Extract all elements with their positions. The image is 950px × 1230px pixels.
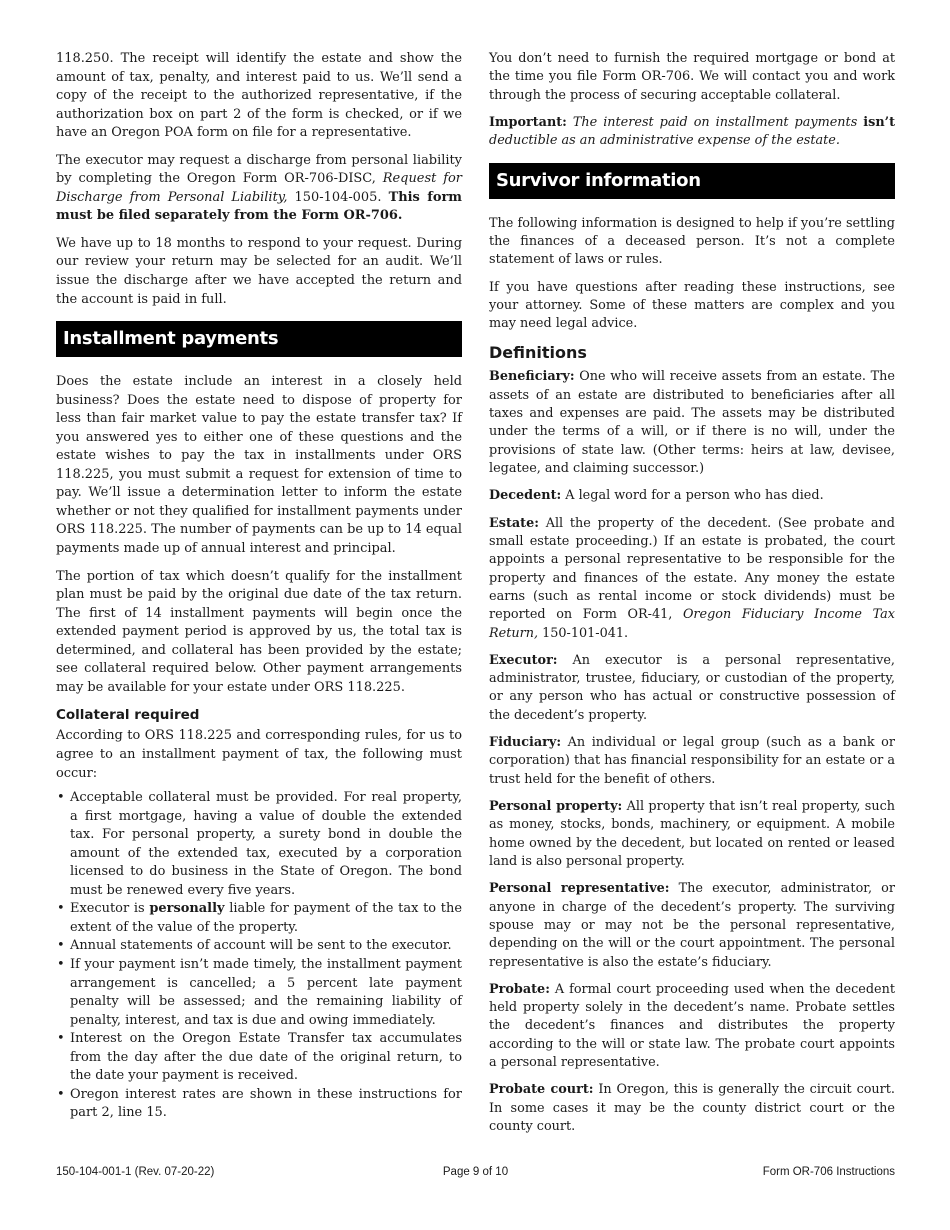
- collateral-contact-paragraph: You don’t need to furnish the required mortgage or bond at the time you file Form OR-706. We will contact you and work through the process of securing acceptable collateral.: [489, 51, 895, 103]
- collateral-intro: According to ORS 118.225 and corresponding rules, for us to agree to an installment payment of tax, the following must occur:: [56, 728, 462, 781]
- definition-beneficiary: [489, 368, 895, 478]
- discharge-paragraph: [56, 152, 462, 226]
- left-column: [56, 50, 462, 1123]
- definition-term: Probate:: [489, 981, 550, 997]
- definition-fiduciary: [489, 734, 895, 789]
- definition-term: Estate:: [489, 515, 539, 531]
- definition-text: One who will receive assets from an estate. The assets of an estate are distributed to beneficiaries after all taxes and expenses are paid. The assets may be distributed under the terms of a will, or if there is no will, under the provisions of state law. (Other terms: heirs at law, devisee, legatee, and claiming successor.): [489, 369, 895, 476]
- list-item: • Oregon interest rates are shown in these instructions for part 2, line 15.: [56, 1086, 462, 1123]
- definition-term: Probate court:: [489, 1082, 594, 1098]
- installment-paragraph-2: The portion of tax which doesn’t qualify for the installment plan must be paid by the original due date of the tax return. The first of 14 installment payments will begin once the extended payment period is approved by us, the total tax is determined, and collateral has been provided by the estate; see collateral required below. Other payment arrangements may be available for your estate under ORS 118.225.: [56, 568, 462, 695]
- important-note: [489, 114, 895, 151]
- discharge-text: The executor may request a discharge from personal liability by completing the Oregon Form OR-706-DISC,: [56, 152, 462, 187]
- definition-term: Fiduciary:: [489, 735, 562, 751]
- important-emphasis: isn’t: [863, 114, 895, 130]
- definition-text: An executor is a personal representative, administrator, trustee, fiduciary, or custodian of the property, or any person who has actual or constructive possession of the decedent’s property.: [489, 652, 895, 723]
- definition-decedent: [489, 487, 895, 505]
- important-text: The interest paid on installment payments: [566, 114, 864, 130]
- definition-personal-property: [489, 798, 895, 871]
- definition-text: All the property of the decedent. (See probate and small estate proceeding.) If an estate is probated, the court appoints a personal representative to be responsible for the property and finances of the estate. Any money the estate earns (such as rental income or stock dividends) must be reported on Form OR-41,: [489, 515, 895, 623]
- collateral-required-heading: Collateral required: [56, 707, 200, 724]
- survivor-information-heading: Survivor information: [489, 163, 895, 199]
- list-item: • If your payment isn’t made timely, the installment payment arrangement is cancelled; a 5 percent late payment penalty will be assessed; and the remaining liability of penalty, interest, and tax is due and owing immediately.: [56, 956, 462, 1030]
- definition-text: 150-101-041.: [538, 625, 629, 641]
- discharge-form-title: Request for Discharge from Personal Liability,: [56, 171, 462, 205]
- definition-executor: [489, 652, 895, 725]
- list-item-text: liable for payment of the tax to the extent of the value of the property.: [70, 901, 462, 935]
- list-item: • Acceptable collateral must be provided. For real property, a first mortgage, having a value of double the extended tax. For personal property, a surety bond in double the amount of the extended tax, executed by a corporation licensed to do business in the State of Oregon. The bond must be renewed every five years.: [56, 789, 462, 900]
- definition-probate: [489, 981, 895, 1073]
- definition-term: Personal representative:: [489, 881, 670, 897]
- list-item: • Interest on the Oregon Estate Transfer tax accumulates from the day after the due date of the original return, to the date your payment is received.: [56, 1030, 462, 1086]
- installment-payments-heading: Installment payments: [56, 321, 462, 357]
- list-item-emphasis: personally: [149, 901, 225, 917]
- important-label: Important:: [489, 114, 567, 130]
- review-paragraph: We have up to 18 months to respond to your request. During our review your return may be selected for an audit. We’ll issue the discharge after we have accepted the return and the account is paid in full.: [56, 235, 462, 307]
- definition-estate: [489, 515, 895, 643]
- list-item: [56, 900, 462, 937]
- page-footer: [56, 1166, 895, 1182]
- definition-term: Decedent:: [489, 488, 562, 504]
- definition-probate-court: [489, 1081, 895, 1136]
- receipt-paragraph: 118.250. The receipt will identify the estate and show the amount of tax, penalty, and interest paid to us. We’ll send a copy of the receipt to the authorized representative, if the authorization box on part 2 of the form is checked, or if we have an Oregon POA form on file for a representative.: [56, 51, 462, 141]
- form-title: Form OR-706 Instructions: [762, 1166, 895, 1178]
- form-revision-number: 150-104-001-1 (Rev. 07-20-22): [56, 1166, 215, 1178]
- important-text: deductible as an administrative expense of the estate.: [489, 133, 840, 149]
- list-item: • Annual statements of account will be sent to the executor.: [56, 937, 462, 956]
- definition-text: The executor, administrator, or anyone in charge of the decedent’s property. The surviving spouse may or may not be the personal representative, depending on the will or the court appointment. The personal representative is also the estate’s fiduciary.: [489, 881, 895, 970]
- definition-term: Beneficiary:: [489, 369, 575, 385]
- discharge-filing-note: This form must be filed separately from the Form OR-706.: [56, 189, 462, 224]
- definition-term: Personal property:: [489, 799, 623, 814]
- installment-paragraph-1: Does the estate include an interest in a closely held business? Does the estate need to dispose of property for less than fair market value to pay the estate transfer tax? If you answered yes to either one of these questions and the estate wishes to pay the tax in installments under ORS 118.225, you must submit a request for extension of time to pay. We’ll issue a determination letter to inform the estate whether or not they qualified for installment payments under ORS 118.225. The number of payments can be up to 14 equal payments made up of annual interest and principal.: [56, 374, 462, 557]
- definition-form-title: Oregon Fiduciary Income Tax Return,: [489, 607, 895, 641]
- survivor-paragraph-1: The following information is designed to help if you’re settling the finances of a deceased person. It’s not a complete statement of laws or rules.: [489, 215, 895, 268]
- definition-text: All property that isn’t real property, such as money, stocks, bonds, machinery, or equipment. A mobile home owned by the decedent, but located on rented or leased land is also personal property.: [489, 799, 896, 869]
- page-number: Page 9 of 10: [442, 1166, 509, 1178]
- survivor-paragraph-2: If you have questions after reading these instructions, see your attorney. Some of these matters are complex and you may need legal advice.: [489, 279, 895, 332]
- right-column: [489, 50, 895, 1145]
- definition-term: Executor:: [489, 652, 558, 668]
- definition-text: An individual or legal group (such as a bank or corporation) that has financial responsibility for an estate or a trust held for the benefit of others.: [489, 735, 895, 787]
- collateral-list: [56, 789, 462, 1123]
- definition-text: In Oregon, this is generally the circuit court. In some cases it may be the county district court or the county court.: [489, 1082, 896, 1134]
- list-item-text: Executor is: [70, 901, 150, 917]
- definition-text: A legal word for a person who has died.: [561, 488, 824, 504]
- definition-text: A formal court proceeding used when the decedent held property solely in the decedent’s name. Probate settles the decedent’s finances and distributes the property according to the will or state law. The probate court appoints a personal representative.: [489, 981, 895, 1071]
- discharge-form-number: 150-104-005.: [287, 189, 389, 205]
- definitions-heading: Definitions: [489, 343, 587, 363]
- definition-personal-representative: [489, 880, 895, 972]
